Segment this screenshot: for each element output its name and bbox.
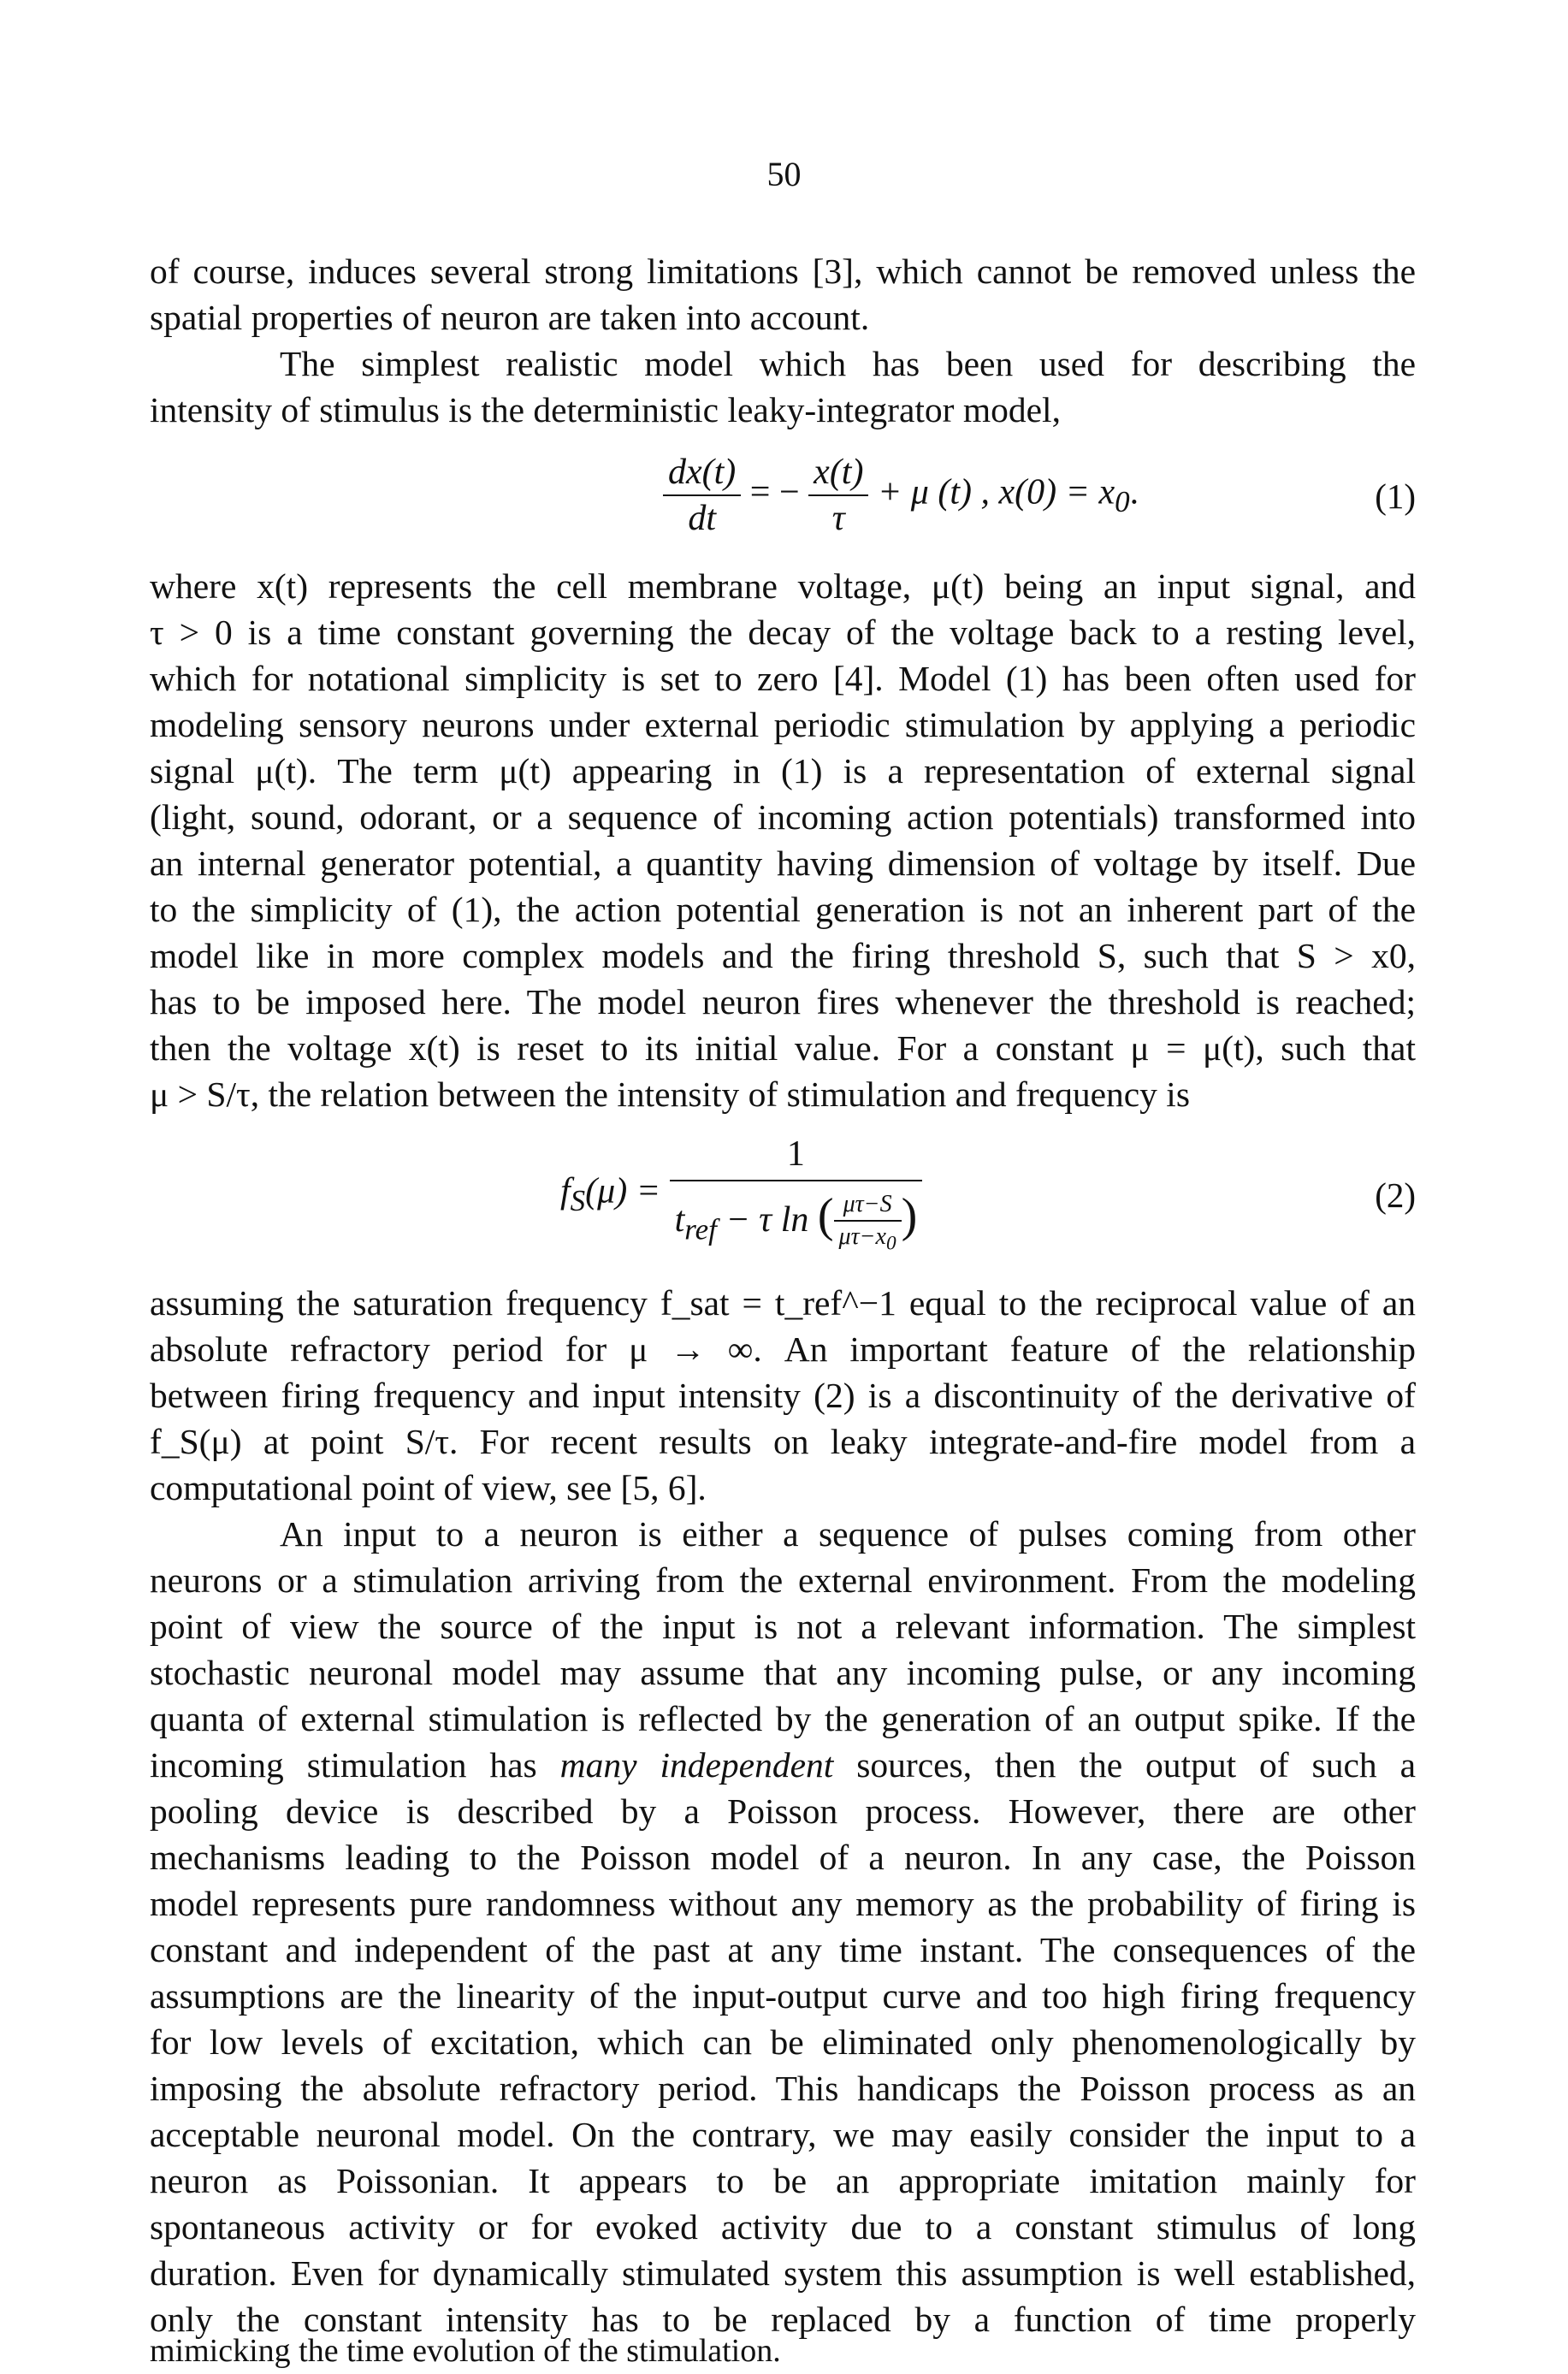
- text-line: pooling device is described by a Poisson process. However, there are other: [150, 1791, 1416, 1831]
- eq1-tail-subscript: 0: [1115, 485, 1130, 519]
- eq2-ln-denominator: μτ−x: [838, 1223, 886, 1250]
- text-line: f_S(μ) at point S/τ. For recent results on leaky integrate-and-fire model from a: [150, 1422, 1416, 1461]
- eq2-lhs-argument: (μ) =: [585, 1171, 661, 1211]
- eq1-rhs-denominator: τ: [831, 499, 845, 538]
- eq1-lhs-numerator: dx(t): [663, 452, 741, 496]
- text-line: of course, induces several strong limitations [3], which cannot be removed unless the: [150, 252, 1416, 291]
- eq2-den-t: t: [674, 1200, 685, 1240]
- text-line: then the voltage x(t) is reset to its initial value. For a constant μ = μ(t), such that: [150, 1028, 1416, 1068]
- text-line: An input to a neuron is either a sequence of pulses coming from other: [280, 1514, 1416, 1554]
- text-line: stochastic neuronal model may assume that any incoming pulse, or any incoming: [150, 1653, 1416, 1692]
- text-line: acceptable neuronal model. On the contrary, we may easily consider the input to a: [150, 2115, 1416, 2154]
- eq1-equals: = −: [749, 472, 800, 512]
- text-line: μ > S/τ, the relation between the intensity of stimulation and frequency is: [150, 1075, 1190, 1114]
- text-line: The simplest realistic model which has been used for describing the: [280, 344, 1416, 383]
- text-line: modeling sensory neurons under external periodic stimulation by applying a periodic: [150, 705, 1416, 744]
- eq1-lhs-denominator: dt: [688, 499, 716, 538]
- text-line: assuming the saturation frequency f_sat = t_ref^−1 equal to the reciprocal value of an: [150, 1283, 1416, 1323]
- eq2-den-mid: − τ ln: [716, 1200, 809, 1240]
- text-line: between firing frequency and input intensity (2) is a discontinuity of the derivative of: [150, 1376, 1416, 1415]
- text-line: incoming stimulation has many independent sources, then the output of such a: [150, 1745, 1416, 1785]
- text-line: neuron as Poissonian. It appears to be an appropriate imitation mainly for: [150, 2161, 1416, 2200]
- text-line: to the simplicity of (1), the action potential generation is not an inherent part of the: [150, 890, 1416, 929]
- text-line: which for notational simplicity is set to zero [4]. Model (1) has been often used for: [150, 659, 1416, 698]
- text-line: spontaneous activity or for evoked activity due to a constant stimulus of long: [150, 2207, 1416, 2247]
- text-line: mechanisms leading to the Poisson model of a neuron. In any case, the Poisson: [150, 1838, 1416, 1877]
- equation-1: [150, 452, 1416, 546]
- eq1-tail-end: .: [1129, 472, 1139, 512]
- text-line: intensity of stimulus is the deterministic leaky-integrator model,: [150, 390, 1061, 429]
- text-line: spatial properties of neuron are taken into account.: [150, 298, 870, 337]
- eq1-rhs-numerator: x(t): [808, 452, 868, 496]
- eq2-numerator: 1: [670, 1134, 923, 1181]
- text-line: computational point of view, see [5, 6].: [150, 1468, 707, 1507]
- text-line: τ > 0 is a time constant governing the decay of the voltage back to a resting level,: [150, 613, 1416, 652]
- eq2-ln-denominator-subscript: 0: [885, 1232, 896, 1255]
- text-line: point of view the source of the input is not a relevant information. The simplest: [150, 1607, 1416, 1646]
- eq1-tail: + μ (t) , x(0) = x: [877, 472, 1115, 512]
- text-line: for low levels of excitation, which can be eliminated only phenomenologically by: [150, 2022, 1416, 2062]
- text-line: assumptions are the linearity of the input-output curve and too high firing frequency: [150, 1976, 1416, 2016]
- text-line: signal μ(t). The term μ(t) appearing in (1) is a representation of external signal: [150, 751, 1416, 790]
- text-line: neurons or a stimulation arriving from the external environment. From the modeling: [150, 1560, 1416, 1600]
- text-line: model like in more complex models and the firing threshold S, such that S > x0,: [150, 936, 1416, 975]
- text-line: has to be imposed here. The model neuron fires whenever the threshold is reached;: [150, 982, 1416, 1021]
- eq2-left-paren: (: [817, 1189, 834, 1242]
- text-line: where x(t) represents the cell membrane voltage, μ(t) being an input signal, and: [150, 566, 1416, 606]
- equation-number: (1): [1375, 477, 1416, 516]
- page-number: 50: [766, 155, 802, 193]
- eq2-lhs: f: [560, 1171, 571, 1211]
- text-line: an internal generator potential, a quantity having dimension of voltage by itself. Due: [150, 844, 1416, 883]
- text-line: mimicking the time evolution of the stimulation.: [150, 2333, 781, 2369]
- equation-number: (2): [1375, 1175, 1416, 1215]
- text-line: constant and independent of the past at any time instant. The consequences of the: [150, 1930, 1416, 1969]
- text-line: absolute refractory period for μ → ∞. An important feature of the relationship: [150, 1329, 1416, 1369]
- emphasis: many independent: [559, 1745, 834, 1785]
- eq2-right-paren: ): [901, 1189, 918, 1242]
- text-line: imposing the absolute refractory period. This handicaps the Poisson process as an: [150, 2069, 1416, 2108]
- eq2-ln-numerator: μτ−S: [834, 1191, 902, 1222]
- equation-2: [150, 1134, 1416, 1262]
- text-line: quanta of external stimulation is reflected by the generation of an output spike. If the: [150, 1699, 1416, 1738]
- text-line: (light, sound, odorant, or a sequence of incoming action potentials) transformed into: [150, 797, 1416, 837]
- eq2-lhs-subscript: S: [570, 1184, 586, 1218]
- eq2-den-t-subscript: ref: [684, 1212, 717, 1246]
- text-line: model represents pure randomness without any memory as the probability of firing is: [150, 1884, 1416, 1923]
- text-line: duration. Even for dynamically stimulated system this assumption is well established,: [150, 2253, 1416, 2293]
- text-line: only the constant intensity has to be replaced by a function of time properly: [150, 2300, 1416, 2339]
